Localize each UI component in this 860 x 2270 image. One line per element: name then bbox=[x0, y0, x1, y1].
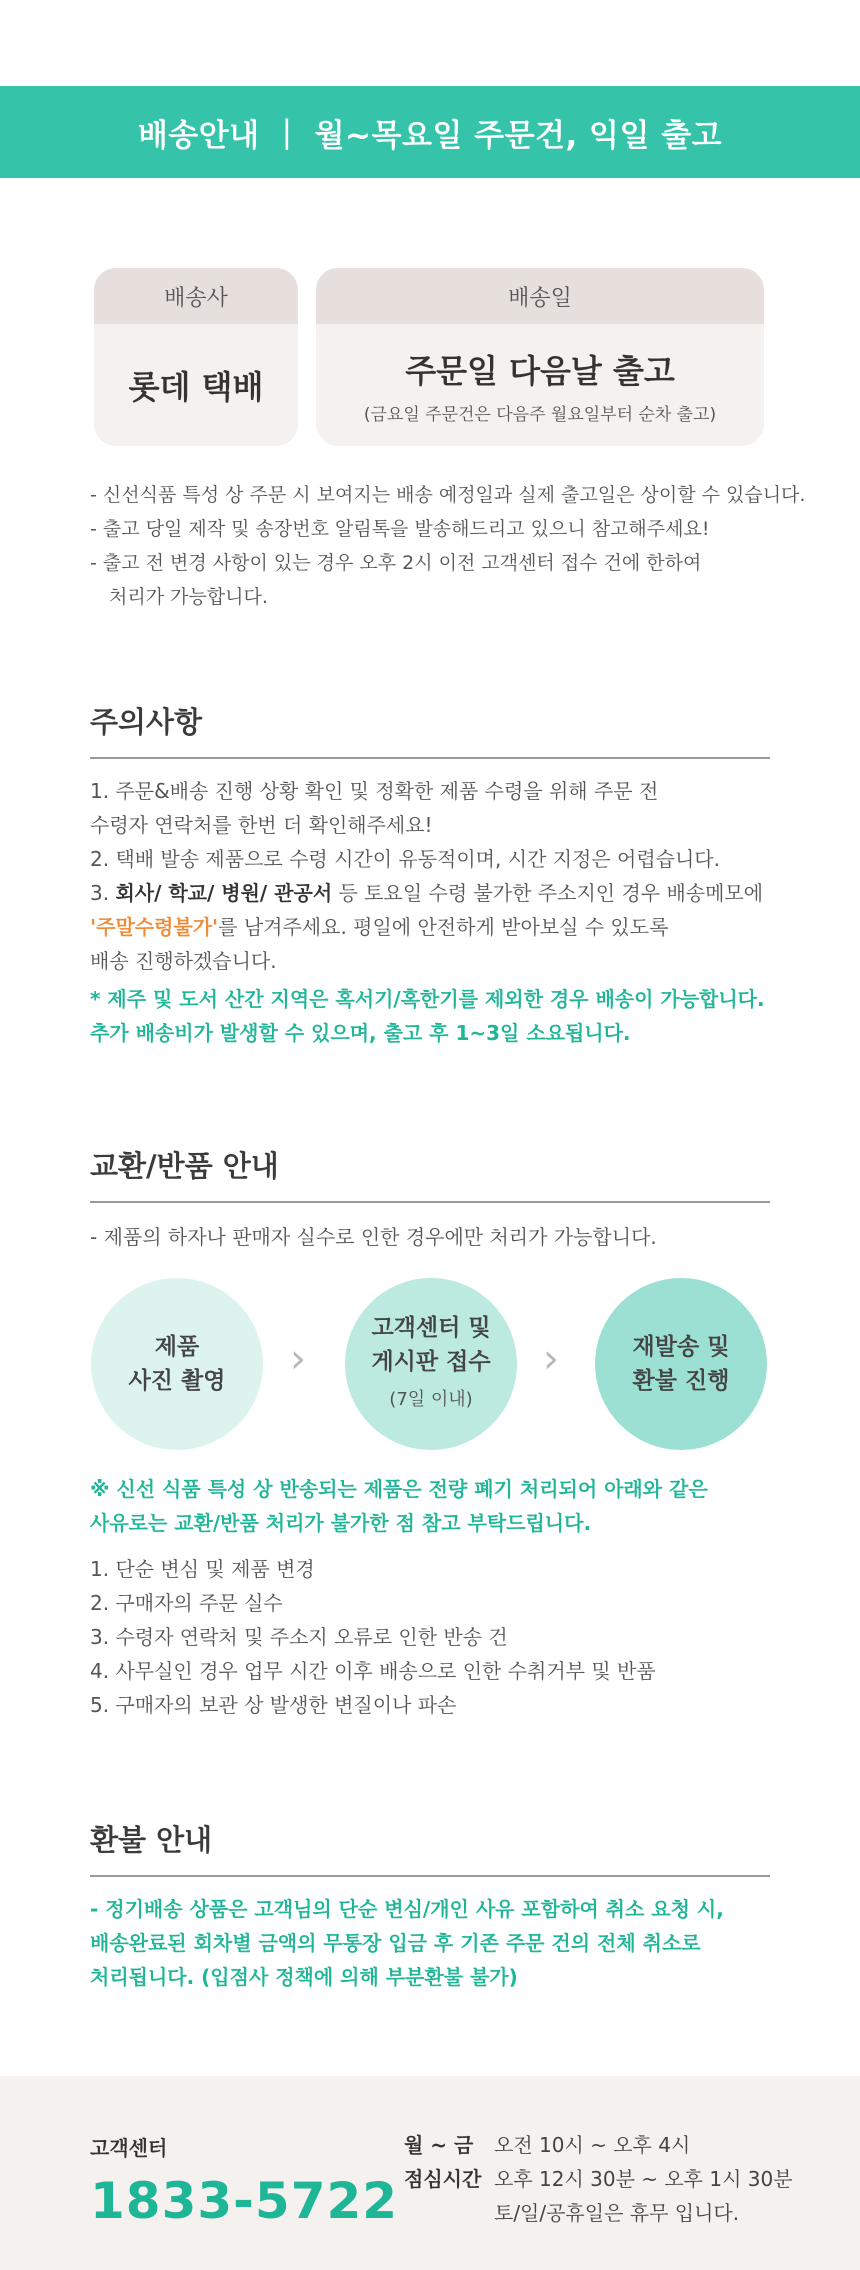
list-item: 1. 단순 변심 및 제품 변경 bbox=[90, 1557, 315, 1581]
refund-line: 배송완료된 회차별 금액의 무통장 입금 후 기존 주문 건의 전체 취소로 bbox=[90, 1931, 701, 1955]
refund-line: - 정기배송 상품은 고객님의 단순 변심/개인 사유 포함하여 취소 요청 시, bbox=[90, 1897, 724, 1921]
step-label: 사진 촬영 bbox=[128, 1368, 226, 1394]
caution-line bbox=[90, 876, 810, 910]
delivery-date-value: 주문일 다음날 출고 bbox=[405, 351, 675, 390]
step-refund bbox=[595, 1278, 767, 1450]
delivery-date-card bbox=[316, 268, 764, 446]
disposal-warning bbox=[90, 1472, 810, 1540]
refund-body bbox=[90, 1892, 810, 1994]
business-hours bbox=[404, 2128, 793, 2230]
step-note: (7일 이내) bbox=[389, 1389, 473, 1410]
caution-body bbox=[90, 774, 810, 1050]
caution-line bbox=[90, 910, 810, 944]
banner-separator: | bbox=[281, 114, 293, 150]
lunch-value: 오후 12시 30분 ~ 오후 1시 30분 bbox=[494, 2167, 793, 2191]
shipping-banner bbox=[0, 86, 860, 178]
customer-center-phone[interactable]: 1833-5722 bbox=[90, 2172, 399, 2230]
step-photo bbox=[91, 1278, 263, 1450]
caution-bold-places: 회사/ 학교/ 병원/ 관공서 bbox=[115, 881, 333, 905]
shipping-notes bbox=[90, 478, 810, 614]
lunch-label: 점심시간 bbox=[404, 2167, 482, 2191]
note-line: 처리가 가능합니다. bbox=[109, 586, 268, 608]
list-item: 4. 사무실인 경우 업무 시간 이후 배송으로 인한 수취거부 및 반품 bbox=[90, 1659, 656, 1683]
step-label: 환불 진행 bbox=[632, 1368, 730, 1394]
chevron-right-icon: › bbox=[290, 1336, 306, 1382]
chevron-right-icon: › bbox=[543, 1336, 559, 1382]
note-line: - 출고 당일 제작 및 송장번호 알림톡을 발송해드리고 있으니 참고해주세요! bbox=[90, 518, 710, 540]
list-item: 2. 구매자의 주문 실수 bbox=[90, 1591, 283, 1615]
caution-line: 배송 진행하겠습니다. bbox=[90, 949, 277, 973]
caution-text: 를 남겨주세요. 평일에 안전하게 받아보실 수 있도록 bbox=[218, 915, 669, 939]
hours-value: 오전 10시 ~ 오후 4시 bbox=[494, 2133, 691, 2157]
non-returnable-list bbox=[90, 1552, 810, 1722]
caution-text: 등 토요일 수령 불가한 주소지인 경우 배송메모에 bbox=[332, 881, 764, 905]
step-label: 제품 bbox=[154, 1334, 200, 1360]
courier-value: 롯데 택배 bbox=[128, 368, 264, 406]
holiday-note: 토/일/공휴일은 휴무 입니다. bbox=[494, 2201, 740, 2225]
list-item: 5. 구매자의 보관 상 발생한 변질이나 파손 bbox=[90, 1693, 457, 1717]
list-item: 3. 수령자 연락처 및 주소지 오류로 인한 반송 건 bbox=[90, 1625, 508, 1649]
customer-center-label: 고객센터 bbox=[90, 2136, 168, 2160]
refund-title: 환불 안내 bbox=[90, 1818, 770, 1877]
step-label: 게시판 접수 bbox=[371, 1349, 491, 1375]
caution-line: 수령자 연락처를 한번 더 확인해주세요! bbox=[90, 813, 433, 837]
caution-line: 2. 택배 발송 제품으로 수령 시간이 유동적이며, 시간 지정은 어렵습니다. bbox=[90, 847, 720, 871]
caution-title: 주의사항 bbox=[90, 700, 770, 759]
step-receipt bbox=[345, 1278, 517, 1450]
courier-card bbox=[94, 268, 298, 446]
exchange-title: 교환/반품 안내 bbox=[90, 1144, 770, 1203]
hours-label: 월 ~ 금 bbox=[404, 2133, 474, 2157]
courier-header: 배송사 bbox=[94, 268, 298, 324]
note-line: - 신선식품 특성 상 주문 시 보여지는 배송 예정일과 실제 출고일은 상이할 수 있습니다. bbox=[90, 484, 806, 506]
caution-number: 3. bbox=[90, 881, 116, 905]
delivery-date-note: (금요일 주문건은 다음주 월요일부터 순차 출고) bbox=[363, 404, 717, 425]
jeju-notice: * 제주 및 도서 산간 지역은 혹서기/혹한기를 제외한 경우 배송이 가능합니다. bbox=[90, 987, 765, 1011]
warning-line: 사유로는 교환/반품 처리가 불가한 점 참고 부탁드립니다. bbox=[90, 1511, 592, 1535]
exchange-intro: - 제품의 하자나 판매자 실수로 인한 경우에만 처리가 가능합니다. bbox=[90, 1225, 657, 1249]
banner-right: 월~목요일 주문건, 익일 출고 bbox=[314, 117, 723, 154]
warning-line: ※ 신선 식품 특성 상 반송되는 제품은 전량 폐기 처리되어 아래와 같은 bbox=[90, 1477, 708, 1501]
note-line: - 출고 전 변경 사항이 있는 경우 오후 2시 이전 고객센터 접수 건에 한하여 bbox=[90, 552, 702, 574]
weekend-memo-highlight: '주말수령불가' bbox=[90, 915, 219, 939]
caution-line: 1. 주문&배송 진행 상황 확인 및 정확한 제품 수령을 위해 주문 전 bbox=[90, 779, 659, 803]
jeju-notice-2: 추가 배송비가 발생할 수 있으며, 출고 후 1~3일 소요됩니다. bbox=[90, 1021, 631, 1045]
step-label: 재발송 및 bbox=[632, 1334, 730, 1360]
customer-center-footer bbox=[0, 2076, 860, 2270]
delivery-date-header: 배송일 bbox=[316, 268, 764, 324]
banner-left: 배송안내 bbox=[137, 117, 260, 154]
step-label: 고객센터 및 bbox=[371, 1315, 491, 1341]
refund-line: 처리됩니다. (입점사 정책에 의해 부분환불 불가) bbox=[90, 1965, 518, 1989]
